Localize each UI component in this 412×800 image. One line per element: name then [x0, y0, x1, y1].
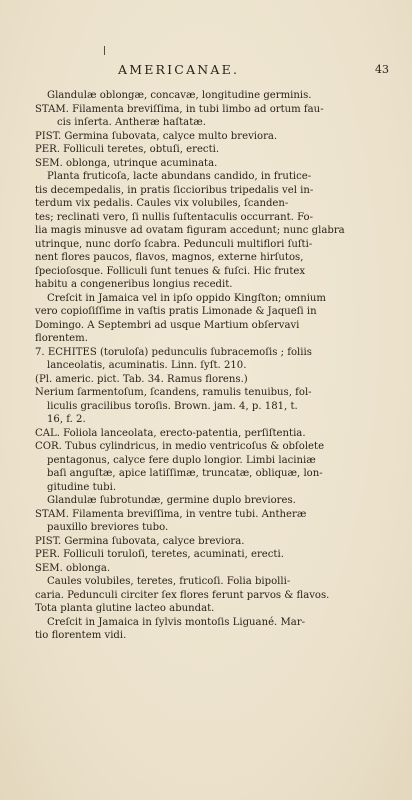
text-line: vero copioſiſſime in vaſtis pratis Limonade & Jaqueſi in — [35, 306, 317, 317]
text-line: florentem. — [35, 333, 88, 344]
text-line: Creſcit in Jamaica in ſylvis montoſis Liguané. Mar- — [47, 616, 306, 628]
body-text — [35, 89, 387, 643]
text-line: 7. ECHITES (toruloſa) pedunculis ſubracemoſis ; foliis — [35, 346, 312, 358]
text-line: tes; reclinati vero, ſi nullis ſuſtentaculis occurrant. Fo- — [35, 211, 314, 223]
text-line: Nerium ſarmentoſum, ſcandens, ramulis tenuibus, fol- — [35, 387, 312, 398]
text-line: COR. Tubus cylindricus, in medio ventricoſus & obſolete — [35, 441, 325, 452]
text-line: PER. Folliculi teretes, obtuſi, erecti. — [35, 144, 220, 155]
text-line: baſi anguſtæ, apice latiſſimæ, truncatæ, obliquæ, lon- — [47, 468, 323, 479]
text-line: Caules volubiles, teretes, fruticoſi. Folia bipolli- — [47, 576, 291, 587]
text-line: Glandulæ oblongæ, concavæ, longitudine germinis. — [47, 90, 312, 101]
text-line: nent flores paucos, flavos, magnos, externe hirſutos, — [35, 252, 304, 263]
text-line: utrinque, nunc dorſo ſcabra. Pedunculi multiflori ſuſti- — [35, 238, 313, 250]
text-line: caria. Pedunculi circiter ſex flores ferunt parvos & flavos. — [35, 589, 330, 601]
text-line: cis inſerta. Antheræ haſtatæ. — [57, 117, 206, 128]
text-line: SEM. oblonga. — [35, 562, 111, 574]
text-line: lia magis minusve ad ovatam figuram accedunt; nunc glabra — [35, 225, 345, 236]
text-line: terdum vix pedalis. Caules vix volubiles, ſcanden- — [35, 198, 289, 209]
text-line: PER. Folliculi toruloſi, teretes, acuminati, erecti. — [35, 549, 284, 560]
text-line: SEM. oblonga, utrinque acuminata. — [35, 157, 218, 169]
text-line: tio florentem vidi. — [35, 630, 127, 641]
text-line: PIST. Germina ſubovata, calyce multo breviora. — [35, 130, 278, 142]
text-line: CAL. Foliola lanceolata, erecto-patentia, perſiſtentia. — [35, 427, 306, 439]
page-header — [0, 62, 412, 82]
text-line: PIST. Germina ſubovata, calyce breviora. — [35, 535, 245, 547]
text-line: STAM. Filamenta breviſſima, in tubi limbo ad ortum fau- — [35, 103, 324, 115]
text-line: Domingo. A Septembri ad usque Martium obſervavi — [35, 319, 300, 331]
text-line: lanceolatis, acuminatis. Linn. ſyſt. 210. — [47, 360, 247, 371]
text-line: tis decempedalis, in pratis ſiccioribus tripedalis vel in- — [35, 184, 314, 196]
text-line: Creſcit in Jamaica vel in ipſo oppido Kingſton; omnium — [47, 292, 326, 304]
ink-mark — [104, 46, 105, 55]
text-line: habitu a congeneribus longius recedit. — [35, 279, 233, 290]
text-line: STAM. Filamenta breviſſima, in ventre tubi. Antheræ — [35, 508, 307, 520]
text-line: gitudine tubi. — [47, 481, 117, 493]
text-line: (Pl. americ. pict. Tab. 34. Ramus florens.) — [35, 373, 248, 385]
running-head: AMERICANAE. — [118, 62, 240, 77]
text-line: liculis gracilibus toroſis. Brown. jam. 4, p. 181, t. — [47, 400, 298, 412]
text-line: ſpecioſosque. Folliculi ſunt tenues & fuſci. Hic frutex — [35, 265, 306, 277]
text-line: pauxillo breviores tubo. — [47, 522, 169, 533]
page-number: 43 — [375, 63, 389, 76]
text-line: Planta fruticoſa, lacte abundans candido, in frutice- — [47, 171, 312, 182]
text-line: pentagonus, calyce fere duplo longior. Limbi laciniæ — [47, 454, 316, 466]
text-line: Glandulæ ſubrotundæ, germine duplo breviores. — [47, 495, 296, 506]
text-line: Tota planta glutine lacteo abundat. — [35, 603, 215, 614]
text-line: 16, f. 2. — [47, 414, 86, 425]
